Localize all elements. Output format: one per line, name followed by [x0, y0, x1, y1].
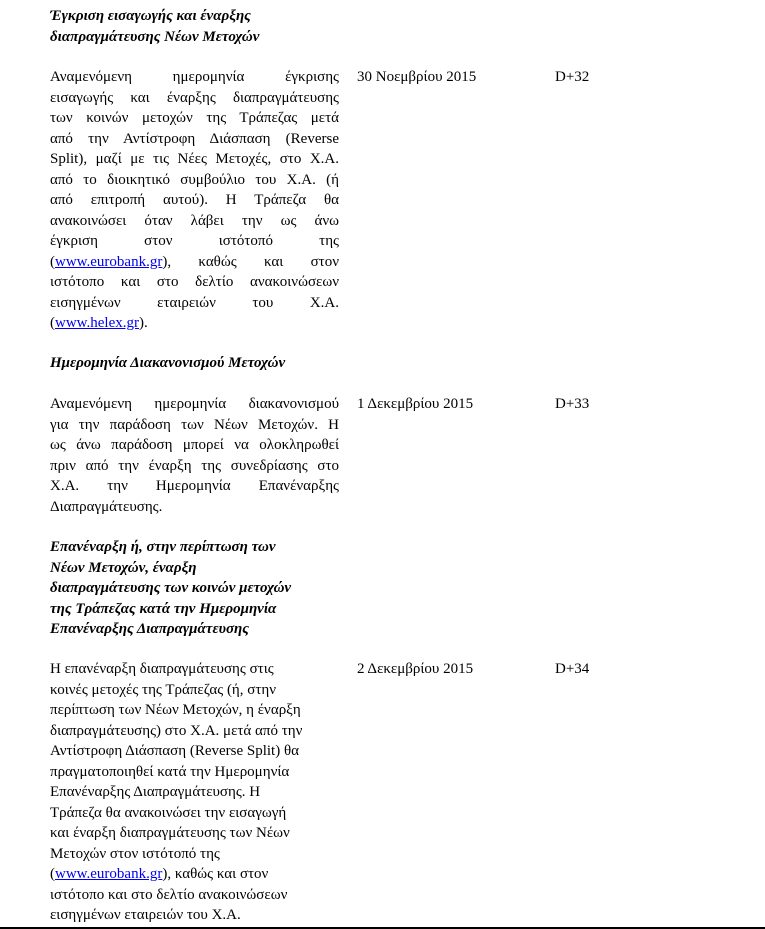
helex-link[interactable]: www.helex.gr [55, 315, 140, 331]
date-admission: 30 Νοεμβρίου 2015 [357, 69, 477, 85]
offset-resumption: D+34 [555, 661, 590, 677]
section-heading-settlement: Ημερομηνία Διακανονισμού Μετοχών [50, 355, 286, 371]
description-admission: Αναμενόμενη ημερομηνία έγκρισης εισαγωγής και έναρξης διαπραγμάτευσης των κοινών μετοχών της Τράπεζας μετά από την Αντίστροφη Διάσπαση (Reverse Split), μαζί με τις Νέες Μετοχές, στο Χ.Α. από το διοικητικό συμβούλιο του Χ.Α. (ή από επιτροπή αυτού). Η Τράπεζα θα ανακοινώσει όταν λάβει την ως άνω έγκριση στον ιστότοπό της (www.eurobank.gr), καθώς και στον ιστότοπο και στο δελτίο ανακοινώσεων εισηγμένων εταιρειών του Χ.Α. (www.helex.gr). [50, 69, 339, 331]
description-resumption: Η επανέναρξη διαπραγμάτευσης στις κοινές μετοχές της Τράπεζας (ή, στην περίπτωση των Νέων Μετοχών, η έναρξη διαπραγμάτευσης) στο Χ.Α. μετά από την Αντίστροφη Διάσπαση (Reverse Split) θα πραγματοποιηθεί κατά την Ημερομηνία Επανέναρξης Διαπραγμάτευσης. Η Τράπεζα θα ανακοινώσει την εισαγωγή και έναρξη διαπραγμάτευσης των Νέων Μετοχών στον ιστότοπό της (www.eurobank.gr), καθώς και στον ιστότοπο και στο δελτίο ανακοινώσεων εισηγμένων εταιρειών του Χ.Α. [50, 661, 303, 923]
offset-admission: D+32 [555, 69, 590, 85]
section-heading-admission: Έγκριση εισαγωγής και έναρξης διαπραγμάτευσης Νέων Μετοχών [50, 8, 260, 45]
eurobank-link[interactable]: www.eurobank.gr [55, 253, 163, 270]
offset-settlement: D+33 [555, 396, 590, 412]
section-heading-resumption: Επανέναρξη ή, στην περίπτωση των Νέων Μετοχών, έναρξη διαπραγμάτευσης των κοινών μετοχών της Τράπεζας κατά την Ημερομηνία Επανέναρξης Διαπραγμάτευσης [50, 539, 292, 637]
date-settlement: 1 Δεκεμβρίου 2015 [357, 396, 474, 412]
date-resumption: 2 Δεκεμβρίου 2015 [357, 661, 474, 677]
eurobank-link-2[interactable]: www.eurobank.gr [55, 866, 163, 882]
description-settlement: Αναμενόμενη ημερομηνία διακανονισμού για την παράδοση των Νέων Μετοχών. Η ως άνω παράδοση μπορεί να ολοκληρωθεί πριν από την έναρξη της συνεδρίασης στο Χ.Α. την Ημερομηνία Επανέναρξης Διαπραγμάτευσης. [50, 396, 339, 515]
